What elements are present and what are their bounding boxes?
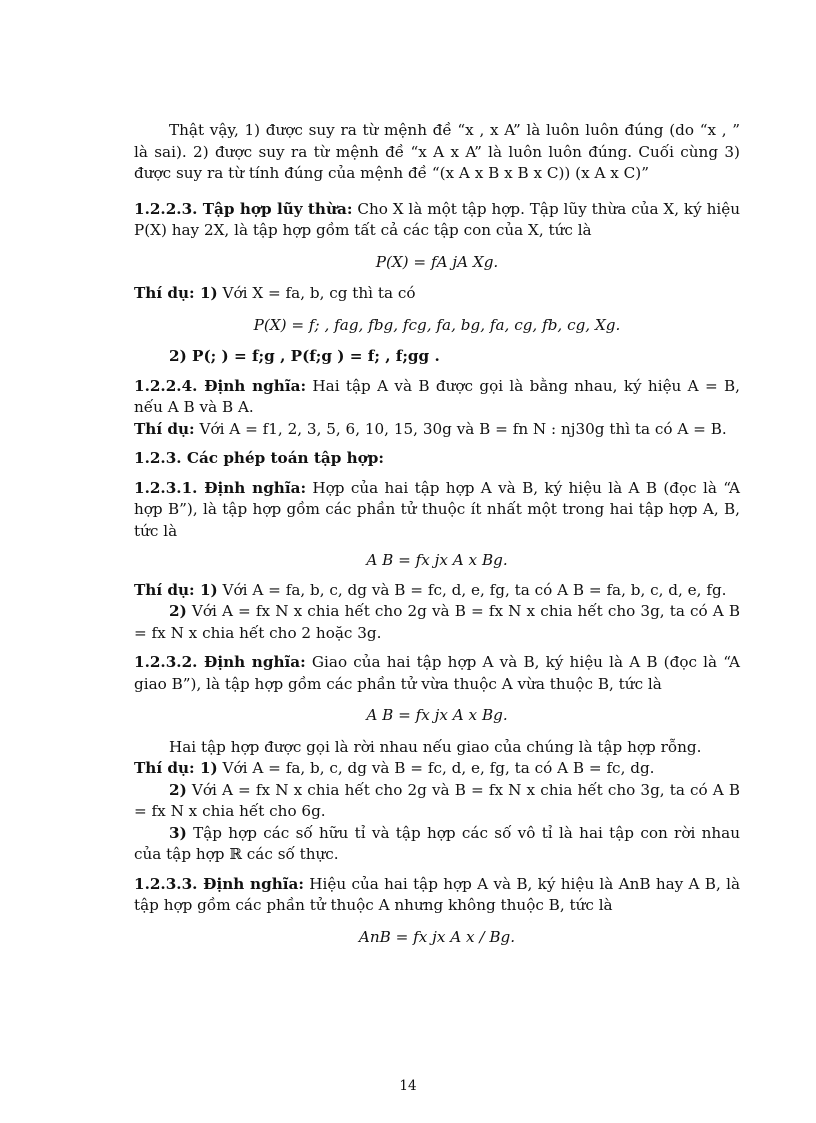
example-label: 2) [169,780,187,799]
formula-power-set: P(X) = fA jA Xg. [375,252,499,271]
example-text: Với A = fa, b, c, dg và B = fc, d, e, fg, ta có A B = fc, dg. [222,759,655,777]
page-number: 14 [399,1078,417,1094]
example-2-power-set: 2) P(; ) = f;g , P(f;g ) = f; , f;gg . [169,347,440,365]
section-text: Hai tập A và B được gọi là bằng nhau, ký hiệu A = B, nếu A B và B A. [134,376,741,416]
example-equal-sets [134,419,740,441]
example-text: Với A = f1, 2, 3, 5, 6, 10, 15, 30g và B = fn N : nj30g thì ta có A = B. [199,419,727,438]
formula-example-power-set: P(X) = f; , fag, fbg, fcg, fa, bg, fa, cg, fb, cg, Xg. [253,315,621,334]
example-label: Thí dụ: [134,419,195,438]
formula-difference: AnB = fx jx A x / Bg. [358,927,516,946]
document-page [134,120,740,958]
example-label: 2) [169,602,187,620]
section-1-2-3-1 [134,478,740,543]
example-power-set [134,283,740,305]
paragraph-proof: Thật vậy, 1) được suy ra từ mệnh đề “x , x A” là luôn luôn đúng (do “x , ” là sai). 2) được suy ra từ mệnh đề “x A x A” là luôn luôn đúng. Cuối cùng 3) được suy ra từ tính đúng của mệnh đề “(x A x B x B x C)) (x A x C)” [134,121,740,182]
section-heading: 1.2.2.3. Tập hợp lũy thừa: [134,199,353,218]
example-union-1 [134,580,740,602]
example-text: Với A = fx N x chia hết cho 2g và B = fx N x chia hết cho 3g, ta có A B = fx N x chia hết cho 6g. [134,780,741,820]
section-text: Giao của hai tập hợp A và B, ký hiệu là A B (đọc là “A giao B”), là tập hợp gồm các phần tử vừa thuộc A vừa thuộc B, tức là [134,653,740,693]
section-text: Hợp của hai tập hợp A và B, ký hiệu là A B (đọc là “A hợp B”), là tập hợp gồm các phần tử thuộc ít nhất một trong hai tập hợp A, B, tức là [134,478,740,540]
section-heading: 1.2.3.2. Định nghĩa: [134,653,306,671]
example-text: Với X = fa, b, cg thì ta có [222,284,416,302]
example-text: Với A = fx N x chia hết cho 2g và B = fx N x chia hết cho 3g, ta có A B = fx N x chia hết cho 2 hoặc 3g. [134,602,741,642]
section-1-2-2-4 [134,376,740,419]
section-text: Hiệu của hai tập hợp A và B, ký hiệu là AnB hay A B, là tập hợp gồm các phần tử thuộc A nhưng không thuộc B, tức là [134,874,740,914]
example-intersection-3 [134,823,740,866]
note-disjoint: Hai tập hợp được gọi là rời nhau nếu giao của chúng là tập hợp rỗng. [169,737,702,756]
example-text: Tập hợp các số hữu tỉ và tập hợp các số vô tỉ là hai tập con rời nhau của tập hợp ℝ các số thực. [134,823,741,863]
example-label: Thí dụ: 1) [134,759,218,777]
formula-intersection: A B = fx jx A x Bg. [366,706,508,724]
example-intersection-2 [134,780,740,823]
section-1-2-3-heading: 1.2.3. Các phép toán tập hợp: [134,449,385,467]
formula-union: A B = fx jx A x Bg. [366,551,508,569]
section-1-2-3-2 [134,652,740,695]
example-label: Thí dụ: 1) [134,580,218,599]
section-heading: 1.2.3.1. Định nghĩa: [134,478,307,497]
section-1-2-3-3 [134,874,740,917]
example-union-2 [134,601,740,644]
example-label: Thí dụ: 1) [134,284,218,302]
section-text: Cho X là một tập hợp. Tập lũy thừa của X, ký hiệu P(X) hay 2X, là tập hợp gồm tất cả các tập con của X, tức là [134,199,740,239]
example-intersection-1 [134,758,740,780]
section-1-2-2-3 [134,199,740,242]
example-label: 3) [169,823,187,842]
section-heading: 1.2.2.4. Định nghĩa: [134,376,307,395]
section-heading: 1.2.3.3. Định nghĩa: [134,874,304,893]
example-text: Với A = fa, b, c, dg và B = fc, d, e, fg, ta có A B = fa, b, c, d, e, fg. [222,580,727,599]
